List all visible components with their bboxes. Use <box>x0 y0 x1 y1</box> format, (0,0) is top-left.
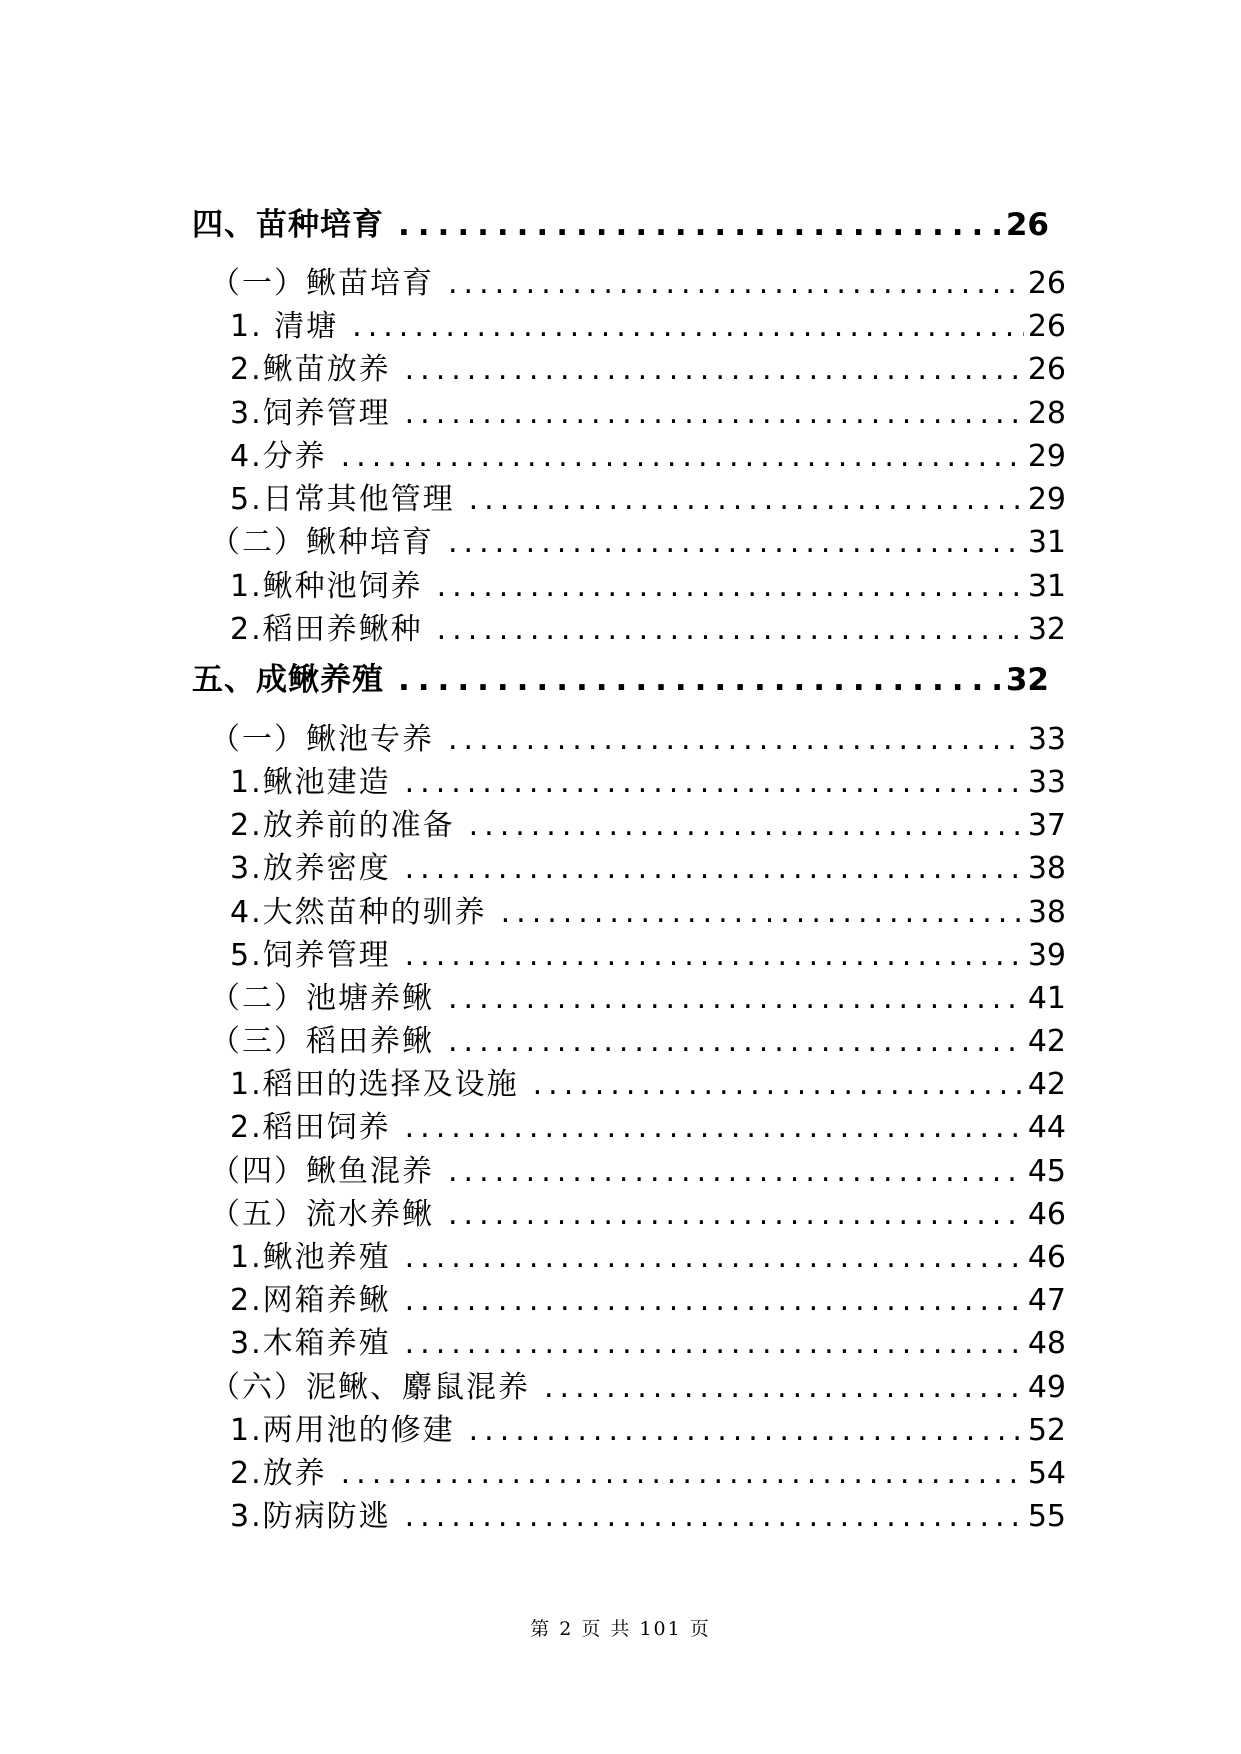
toc-entry-label: 3.放养密度 <box>230 851 391 886</box>
toc-entry-section <box>210 1189 1066 1233</box>
toc-entry-label: （一）鳅苗培育 <box>210 266 434 301</box>
dot-leader <box>405 765 1024 800</box>
toc-entry-page: 49 <box>1027 1370 1066 1405</box>
toc-entry-subsection <box>230 1059 1066 1103</box>
toc-entry-subsection <box>230 388 1066 432</box>
dot-leader <box>448 722 1024 757</box>
toc-entry-section <box>210 1362 1066 1406</box>
toc-entry-page: 38 <box>1027 895 1066 930</box>
toc-entry-label: 2.放养前的准备 <box>230 808 455 843</box>
toc-entry-label: 四、苗种培育 <box>192 207 384 243</box>
dot-leader <box>341 1456 1024 1491</box>
toc-entry-subsection <box>230 344 1066 388</box>
toc-entry-label: （四）鳅鱼混养 <box>210 1154 434 1189</box>
toc-entry-subsection <box>230 757 1066 801</box>
dot-leader <box>405 352 1024 387</box>
dot-leader <box>469 482 1024 517</box>
toc-entry-subsection <box>230 1491 1066 1535</box>
toc-entry-page: 29 <box>1027 439 1066 474</box>
dot-leader <box>448 1024 1024 1059</box>
toc-entry-label: 2.鳅苗放养 <box>230 352 391 387</box>
toc-entry-subsection <box>230 431 1066 475</box>
toc-entry-page: 46 <box>1027 1197 1066 1232</box>
dot-leader <box>405 396 1024 431</box>
toc-entry-page: 54 <box>1027 1456 1066 1491</box>
toc-entry-page: 45 <box>1027 1154 1066 1189</box>
dot-leader <box>405 1240 1024 1275</box>
toc-entry-label: 3.饲养管理 <box>230 396 391 431</box>
toc-entry-section <box>210 517 1066 561</box>
toc-entry-label: 2.稻田养鳅种 <box>230 612 423 647</box>
toc-entry-label: 1.两用池的修建 <box>230 1413 455 1448</box>
dot-leader <box>448 1154 1024 1189</box>
dot-leader <box>398 662 1002 698</box>
toc-entry-subsection <box>230 301 1066 345</box>
toc-entry-subsection <box>230 1102 1066 1146</box>
dot-leader <box>405 1326 1024 1361</box>
toc-entry-subsection <box>230 1318 1066 1362</box>
toc-entry-page: 38 <box>1027 851 1066 886</box>
toc-entry-chapter <box>192 199 1049 244</box>
toc-entry-section <box>210 1016 1066 1060</box>
toc-entry-subsection <box>230 930 1066 974</box>
dot-leader <box>405 1499 1024 1534</box>
toc-entry-subsection <box>230 800 1066 844</box>
toc-entry-subsection <box>230 474 1066 518</box>
dot-leader <box>352 309 1024 344</box>
toc-entry-label: 2.稻田饲养 <box>230 1110 391 1145</box>
dot-leader <box>437 612 1024 647</box>
toc-entry-section <box>210 714 1066 758</box>
toc-entry-label: 1.鳅种池饲养 <box>230 569 423 604</box>
dot-leader <box>501 895 1024 930</box>
toc-entry-label: 3.木箱养殖 <box>230 1326 391 1361</box>
toc-entry-section <box>210 973 1066 1017</box>
toc-entry-page: 33 <box>1027 765 1066 800</box>
toc-entry-subsection <box>230 1232 1066 1276</box>
toc-entry-page: 44 <box>1027 1110 1066 1145</box>
toc-entry-label: （六）泥鳅、麝鼠混养 <box>210 1370 530 1405</box>
toc-entry-label: 1.鳅池建造 <box>230 765 391 800</box>
dot-leader <box>469 1413 1024 1448</box>
toc-entry-page: 37 <box>1027 808 1066 843</box>
toc-entry-page: 55 <box>1027 1499 1066 1534</box>
dot-leader <box>341 439 1024 474</box>
toc-entry-page: 52 <box>1027 1413 1066 1448</box>
dot-leader <box>448 525 1024 560</box>
toc-entry-subsection <box>230 604 1066 648</box>
toc-entry-chapter <box>192 654 1049 699</box>
dot-leader <box>405 1283 1024 1318</box>
toc-entry-section <box>210 258 1066 302</box>
toc-entry-page: 47 <box>1027 1283 1066 1318</box>
toc-entry-page: 33 <box>1027 722 1066 757</box>
toc-entry-label: （二）池塘养鳅 <box>210 981 434 1016</box>
toc-entry-label: 5.日常其他管理 <box>230 482 455 517</box>
toc-entry-label: 1.鳅池养殖 <box>230 1240 391 1275</box>
toc-entry-page: 48 <box>1027 1326 1066 1361</box>
toc-entry-subsection <box>230 1405 1066 1449</box>
dot-leader <box>448 1197 1024 1232</box>
toc-entry-page: 39 <box>1027 938 1066 973</box>
dot-leader <box>469 808 1024 843</box>
toc-entry-page: 26 <box>1005 207 1049 243</box>
toc-entry-subsection <box>230 1275 1066 1319</box>
toc-entry-page: 29 <box>1027 482 1066 517</box>
toc-entry-page: 32 <box>1005 662 1049 698</box>
toc-entry-page: 42 <box>1027 1067 1066 1102</box>
toc-entry-label: 五、成鳅养殖 <box>192 662 384 698</box>
toc-entry-page: 26 <box>1027 266 1066 301</box>
dot-leader <box>437 569 1024 604</box>
toc-entry-label: 2.放养 <box>230 1456 327 1491</box>
toc-entry-label: 2.网箱养鳅 <box>230 1283 391 1318</box>
toc-entry-page: 26 <box>1027 352 1066 387</box>
toc-entry-subsection <box>230 1448 1066 1492</box>
toc-entry-label: （五）流水养鳅 <box>210 1197 434 1232</box>
toc-entry-label: （一）鳅池专养 <box>210 722 434 757</box>
toc-entry-subsection <box>230 843 1066 887</box>
dot-leader <box>405 1110 1024 1145</box>
dot-leader <box>448 981 1024 1016</box>
toc-entry-label: 1.稻田的选择及设施 <box>230 1067 519 1102</box>
dot-leader <box>405 851 1024 886</box>
toc-entry-label: 4.大然苗种的驯养 <box>230 895 487 930</box>
toc-entry-page: 46 <box>1027 1240 1066 1275</box>
dot-leader <box>533 1067 1024 1102</box>
toc-entry-section <box>210 1146 1066 1190</box>
toc-entry-label: 3.防病防逃 <box>230 1499 391 1534</box>
toc-entry-page: 42 <box>1027 1024 1066 1059</box>
toc-entry-page: 32 <box>1027 612 1066 647</box>
toc-entry-page: 28 <box>1027 396 1066 431</box>
toc-entry-page: 26 <box>1027 309 1066 344</box>
toc-entry-subsection <box>230 887 1066 931</box>
toc-entry-subsection <box>230 561 1066 605</box>
dot-leader <box>405 938 1024 973</box>
toc-entry-label: （二）鳅种培育 <box>210 525 434 560</box>
toc-entry-label: 5.饲养管理 <box>230 938 391 973</box>
toc-entry-label: 1. 清塘 <box>230 309 339 344</box>
page-footer: 第 2 页 共 101 页 <box>530 1618 711 1640</box>
toc-entry-label: 4.分养 <box>230 439 327 474</box>
toc-entry-page: 31 <box>1027 569 1066 604</box>
toc-entry-label: （三）稻田养鳅 <box>210 1024 434 1059</box>
toc-entry-page: 41 <box>1027 981 1066 1016</box>
dot-leader <box>544 1370 1024 1405</box>
dot-leader <box>398 207 1002 243</box>
toc-entry-page: 31 <box>1027 525 1066 560</box>
dot-leader <box>448 266 1024 301</box>
